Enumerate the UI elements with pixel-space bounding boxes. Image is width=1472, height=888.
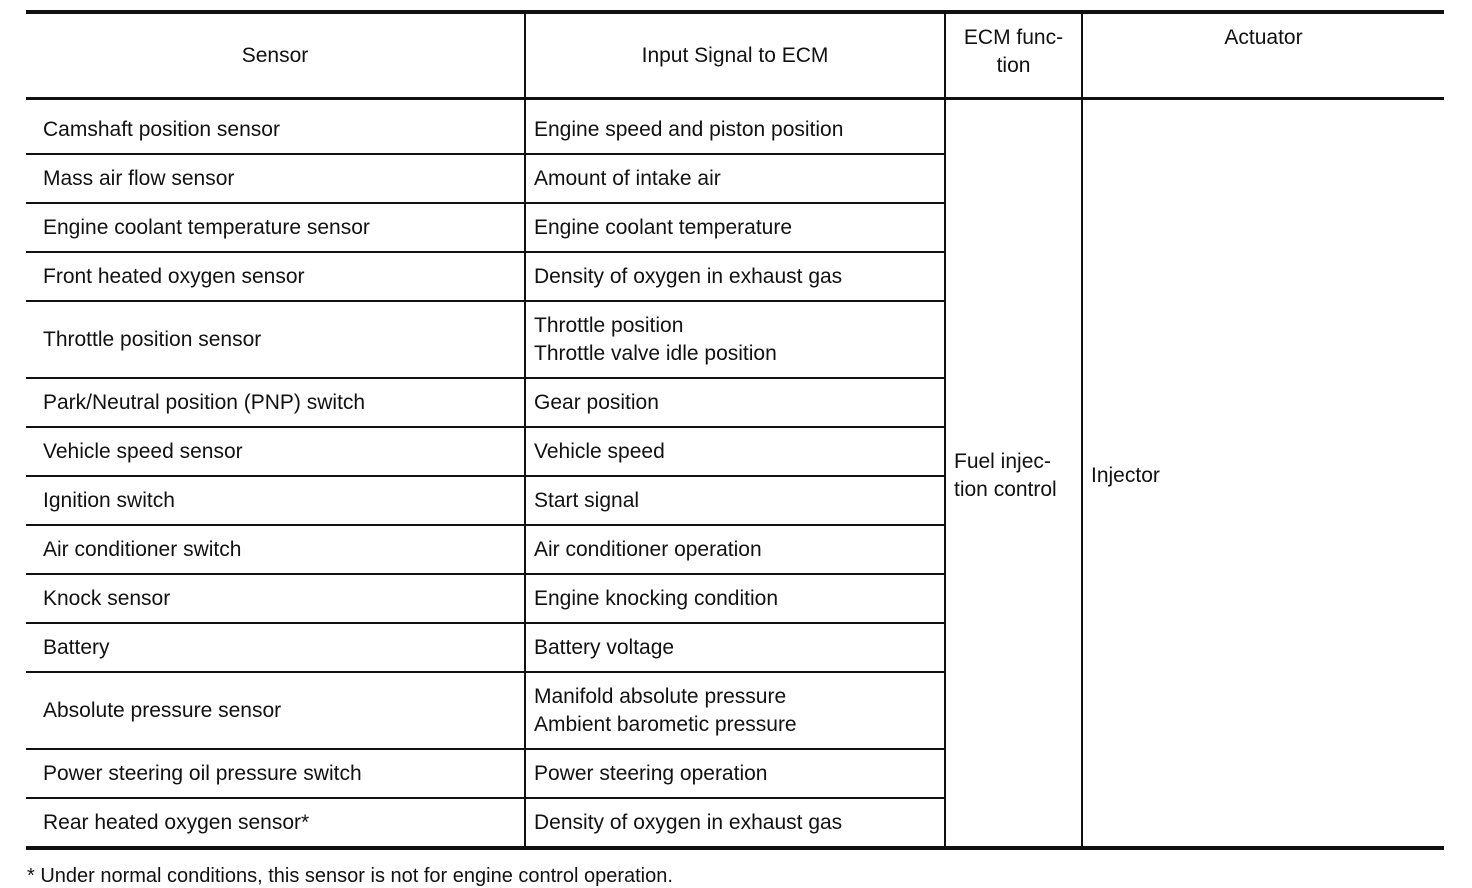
- ecm-input-output-table: [26, 10, 1444, 850]
- text-line: Fuel injec-: [954, 450, 1051, 473]
- input-signal-cell: [525, 574, 945, 623]
- input-signal-cell: [525, 525, 945, 574]
- ecm-function-cell: [945, 99, 1082, 849]
- sensor-cell: Power steering oil pressure switch: [26, 749, 525, 798]
- sensor-cell: Front heated oxygen sensor: [26, 252, 525, 301]
- input-signal-cell: [525, 476, 945, 525]
- input-signal-cell: [525, 623, 945, 672]
- text-line: Density of oxygen in exhaust gas: [534, 264, 843, 288]
- text-line: Vehicle speed: [534, 439, 665, 463]
- input-signal-cell: [525, 798, 945, 848]
- text-line: Start signal: [534, 488, 640, 512]
- text-line: Ambient barometic pressure: [534, 712, 797, 736]
- sensor-cell: Vehicle speed sensor: [26, 427, 525, 476]
- input-signal-cell: [525, 301, 945, 378]
- text-line: Air conditioner operation: [534, 537, 762, 561]
- header-actuator: Actuator: [1082, 12, 1444, 99]
- input-signal-cell: [525, 252, 945, 301]
- text-line: Engine speed and piston position: [534, 117, 844, 141]
- text-line: Battery voltage: [534, 635, 675, 659]
- input-signal-cell: [525, 427, 945, 476]
- header-row: [26, 12, 1444, 99]
- text-line: tion: [996, 54, 1031, 77]
- text-line: Throttle position: [534, 313, 684, 337]
- text-line: Power steering operation: [534, 761, 768, 785]
- text-line: Throttle valve idle position: [534, 341, 777, 365]
- input-signal-cell: [525, 378, 945, 427]
- input-signal-cell: [525, 672, 945, 749]
- sensor-cell: Park/Neutral position (PNP) switch: [26, 378, 525, 427]
- footnote: * Under normal conditions, this sensor is not for engine control operation.: [27, 865, 673, 887]
- header-ecm-function: [945, 12, 1082, 99]
- header-sensor: Sensor: [26, 12, 525, 99]
- table-row: [26, 99, 1444, 155]
- sensor-cell: Rear heated oxygen sensor*: [26, 798, 525, 848]
- text-line: Gear position: [534, 390, 659, 414]
- text-line: Engine coolant temperature: [534, 215, 792, 239]
- sensor-cell: Air conditioner switch: [26, 525, 525, 574]
- document: [26, 10, 1444, 888]
- table-body: [26, 99, 1444, 849]
- sensor-cell: Knock sensor: [26, 574, 525, 623]
- sensor-cell: Battery: [26, 623, 525, 672]
- sensor-cell: Camshaft position sensor: [26, 99, 525, 155]
- text-line: tion control: [954, 478, 1057, 501]
- sensor-cell: Absolute pressure sensor: [26, 672, 525, 749]
- input-signal-cell: [525, 749, 945, 798]
- text-line: Amount of intake air: [534, 166, 721, 190]
- sensor-cell: Ignition switch: [26, 476, 525, 525]
- text-line: ECM func-: [963, 26, 1064, 49]
- sensor-cell: Throttle position sensor: [26, 301, 525, 378]
- text-line: Density of oxygen in exhaust gas: [534, 810, 843, 834]
- input-signal-cell: [525, 154, 945, 203]
- input-signal-cell: [525, 203, 945, 252]
- actuator-cell: Injector: [1082, 99, 1444, 849]
- sensor-cell: Engine coolant temperature sensor: [26, 203, 525, 252]
- input-signal-cell: [525, 99, 945, 155]
- sensor-cell: Mass air flow sensor: [26, 154, 525, 203]
- header-input-signal: Input Signal to ECM: [525, 12, 945, 99]
- text-line: Engine knocking condition: [534, 586, 779, 610]
- text-line: Manifold absolute pressure: [534, 684, 787, 708]
